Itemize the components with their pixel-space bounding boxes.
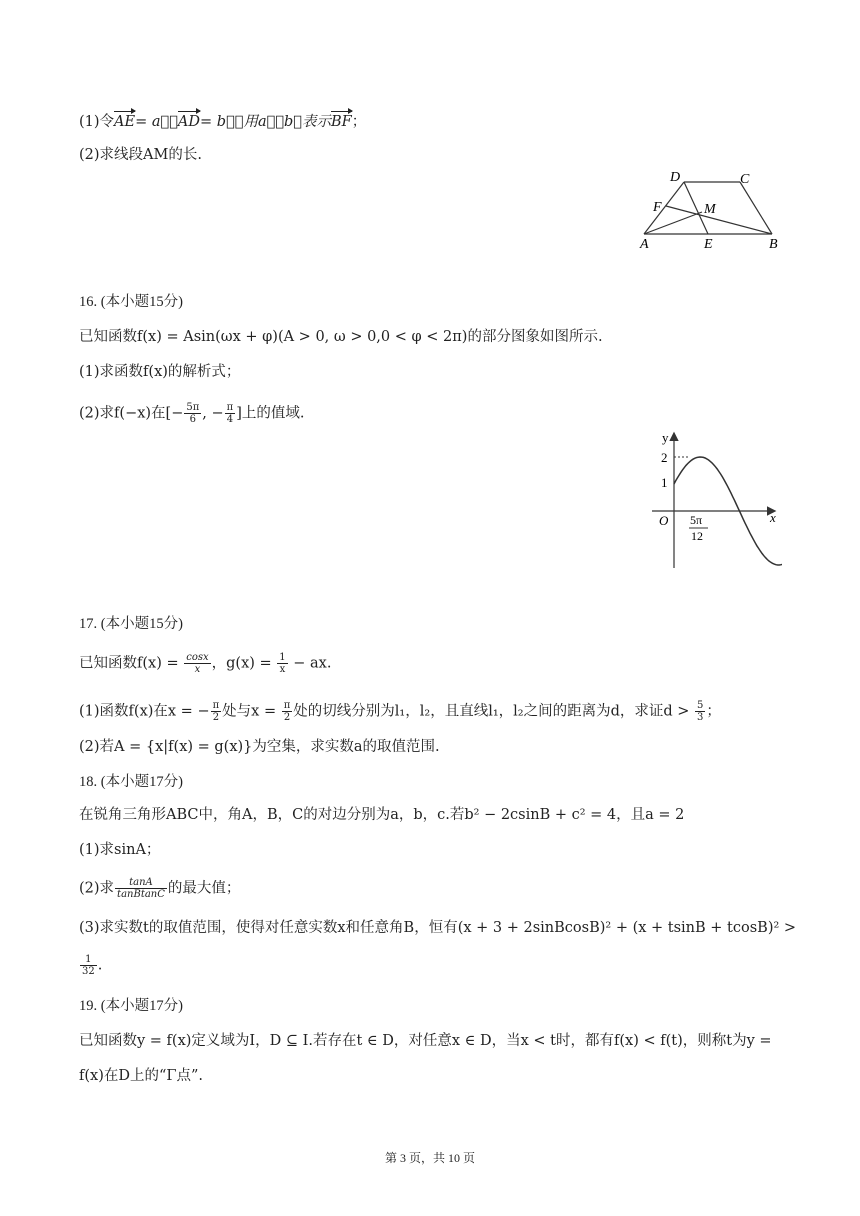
fraction-denominator: x	[194, 664, 201, 675]
q19-line1: 已知函数y = f(x)定义域为I，D ⊆ I.若存在t ∈ D，对任意x ∈ D，当x < t时，都有f(x) < f(t)，则称t为y =	[79, 1033, 772, 1049]
q16-part2-mid: , −	[202, 405, 224, 422]
x-tick-denominator: 12	[691, 529, 703, 543]
q16-part2-end: ]上的值域.	[236, 405, 305, 422]
q18-part3: (3)求实数t的取值范围，使得对任意实数x和任意角B，恒有(x + 3 + 2sinBcosB)² + (x + tsinB + tcosB)² >	[79, 920, 797, 936]
q15-eq-b: = b⃗，用a⃗，b⃗表示	[200, 114, 332, 130]
fraction-denominator: x	[279, 664, 286, 675]
q17-part2: (2)若A = {x|f(x) = g(x)}为空集，求实数a的取值范围.	[79, 739, 440, 755]
q18-stem: 在锐角三角形ABC中，角A，B，C的对边分别为a，b，c.若b² − 2csinB + c² = 4，且a = 2	[79, 807, 685, 823]
label-f: F	[653, 200, 662, 215]
y-tick-2: 2	[661, 450, 668, 465]
x-tick-numerator: 5π	[690, 513, 703, 527]
q19-heading: 19. (本小题17分)	[79, 998, 183, 1014]
fraction-denominator: 4	[226, 414, 234, 425]
y-axis-label: y	[662, 430, 669, 445]
q18-part1: (1)求sinA；	[79, 842, 161, 858]
fraction-denominator: tanBtanC	[117, 889, 165, 900]
q15-part1-end: ；	[351, 114, 367, 130]
q17-stem	[79, 652, 331, 675]
q17-stem-end: − ax.	[288, 655, 332, 672]
q16-stem: 已知函数f(x) = Asin(ωx + φ)(A > 0, ω > 0,0 < φ < 2π)的部分图象如图所示.	[79, 329, 603, 345]
fraction-1-x	[277, 652, 287, 675]
fraction-denominator: 6	[189, 414, 197, 425]
trapezoid-figure	[636, 168, 786, 254]
q18-part3-end: .	[97, 957, 103, 974]
q18-part2	[79, 877, 240, 900]
fraction-tana-tanbtanc	[115, 877, 167, 900]
fraction-pi-2-neg	[211, 700, 222, 723]
vector-bf: BF	[331, 114, 352, 130]
q15-eq-a: = a⃗，	[135, 114, 178, 130]
q17-part1	[79, 700, 721, 723]
fraction-numerator: π	[212, 700, 220, 711]
q18-part2-end: 的最大值；	[167, 880, 241, 897]
fraction-numerator: π	[226, 402, 234, 413]
fraction-numerator: π	[283, 700, 291, 711]
q15-part1-prefix: (1)令	[79, 114, 115, 130]
fraction-numerator: cosx	[186, 652, 209, 663]
label-b: B	[769, 237, 778, 252]
fraction-pi-2	[282, 700, 293, 723]
fraction-5pi-6	[184, 402, 201, 425]
fraction-5-3	[695, 700, 705, 723]
q17-part1-end: ；	[706, 703, 721, 720]
fraction-denominator: 32	[82, 966, 95, 977]
q18-heading: 18. (本小题17分)	[79, 774, 183, 790]
label-e: E	[704, 237, 713, 252]
label-a: A	[640, 237, 649, 252]
fraction-numerator: 5π	[186, 402, 200, 413]
vector-ad: AD	[177, 114, 201, 130]
fraction-numerator: 5	[697, 700, 704, 711]
q15-part2: (2)求线段AM的长.	[79, 147, 202, 163]
q17-heading: 17. (本小题15分)	[79, 616, 183, 632]
q18-part2-prefix: (2)求	[79, 880, 115, 897]
x-axis-label: x	[770, 510, 776, 525]
fraction-cosx-x	[184, 652, 210, 675]
q17-part1-b: 处与x =	[222, 703, 281, 720]
label-c: C	[740, 172, 750, 187]
fraction-denominator: 3	[697, 712, 704, 723]
q17-part1-c: 处的切线分别为l₁，l₂，且直线l₁，l₂之间的距离为d，求证d >	[293, 703, 695, 720]
fraction-numerator: tanA	[115, 877, 167, 889]
page-footer: 第 3 页，共 10 页	[384, 1151, 475, 1165]
q15-part1	[79, 112, 366, 132]
q17-part1-a: (1)函数f(x)在x = −	[79, 703, 210, 720]
q19-line2: f(x)在D上的“Γ点”.	[79, 1068, 203, 1084]
origin-label: O	[659, 513, 669, 528]
fraction-1-32	[80, 954, 97, 977]
label-d: D	[670, 170, 681, 185]
q16-heading: 16. (本小题15分)	[79, 294, 183, 310]
q16-part1: (1)求函数f(x)的解析式；	[79, 364, 241, 380]
label-m: M	[704, 202, 716, 217]
q17-stem-mid: ，g(x) =	[211, 655, 277, 672]
fraction-numerator: 1	[80, 954, 97, 966]
fraction-denominator: 2	[212, 712, 220, 723]
fraction-pi-4	[225, 402, 236, 425]
y-tick-1: 1	[661, 475, 668, 490]
sine-graph	[650, 428, 782, 572]
q16-part2-prefix: (2)求f(−x)在[−	[79, 405, 184, 422]
q16-part2	[79, 402, 305, 425]
q17-stem-prefix: 已知函数f(x) =	[79, 655, 184, 672]
vector-ae: AE	[114, 114, 136, 130]
fraction-numerator: 1	[279, 652, 286, 663]
q18-part3-tail	[79, 954, 102, 977]
fraction-denominator: 2	[283, 712, 291, 723]
